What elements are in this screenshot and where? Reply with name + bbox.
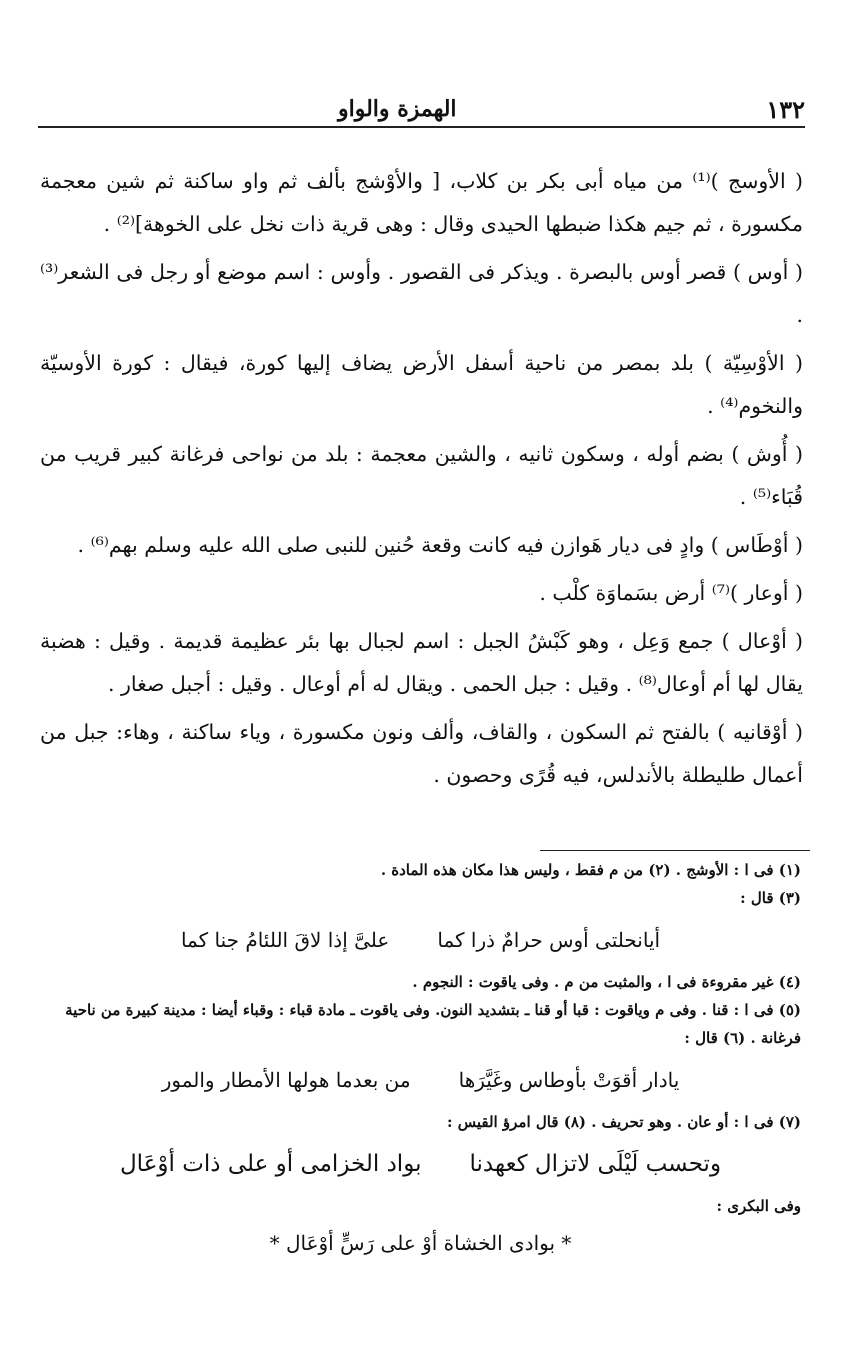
footnotes [40,856,801,1266]
verse-4: * بوادى الخشاة أوْ على رَسٍّ أوْعَال * [269,1231,572,1255]
page-header [38,92,805,128]
bakri-label: وفى البكرى : [716,1197,801,1215]
footnote-1-2: (١) فى ا : الأوشج . (٢) من م فقط ، وليس هذا مكان هذه المادة . [380,861,801,879]
entry-awtas: ( أوْطَاس ) وادٍ فى ديار هَوازن فيه كانت وقعة حُنين للنبى صلى الله عليه وسلم بهم⁽⁶⁾ . [77,533,803,557]
entry-awar: ( أوعار )⁽⁷⁾ أرض بسَماوَة كلْب . [539,581,803,605]
footnote-separator [540,850,810,851]
entry-awsh: ( أُوش ) بضم أوله ، وسكون ثانيه ، والشين معجمة : بلد من نواحى فرغانة كبير قريب من قُبَاء⁽⁵⁾ . [40,442,803,509]
verse-1-first-hemistich: أيانحلتى أوس حرامٌ ذرا كما [437,928,661,952]
footnote-4: (٤) غير مقروءة فى ا ، والمثبت من م . وفى ياقوت : النجوم . [412,973,801,991]
verse-3-first-hemistich: وتحسب لَيْلَى لاتزال كعهدنا [469,1151,722,1177]
running-title: الهمزة والواو [338,96,457,122]
verse-2 [40,1058,801,1102]
verse-3 [40,1142,801,1186]
verse-3-second-hemistich: بواد الخزامى أو على ذات أوْعَال [119,1151,422,1177]
entry-aws: ( أوس ) قصر أوس بالبصرة . ويذكر فى القصور . وأوس : اسم موضع أو رجل فى الشعر⁽³⁾ . [40,260,803,327]
entry-awsiyya: ( الأوْسِيّة ) بلد بمصر من ناحية أسفل الأرض يضاف إليها كورة، فيقال : كورة الأوسيّة والنخوم⁽⁴⁾ . [40,351,803,418]
footnote-5-6: (٥) فى ا : قنا . وفى م وياقوت : قبا أو قنا ـ بتشديد النون. وفى ياقوت ـ مادة قباء : وقباء أيضا : مدينة كبيرة من ناحية فرغانة . (٦) قال : [65,1001,801,1047]
entry-awqaniya: ( أوْقانيه ) بالفتح ثم السكون ، والقاف، وألف ونون مكسورة ، وياء ساكنة ، وهاء: جبل من أعمال طليطلة بالأندلس، فيه قُرًى وحصون . [40,720,803,787]
page-number: ١٣٢ [766,94,805,124]
footnote-7-8: (٧) فى ا : أو عان . وهو تحريف . (٨) قال امرؤ القيس : [446,1113,801,1131]
entry-awsaj: ( الأوسج )⁽¹⁾ من مياه أبى بكر بن كلاب، [ والأوْشج بألف ثم واو ساكنة ثم شين معجمة مكسورة ، ثم جيم هكذا ضبطها الحيدى وقال : وهى قرية ذات نخل على الخوهة]⁽²⁾ . [40,169,803,236]
verse-2-first-hemistich: يادار أقوَتْ بأوطاس وغَيَّرَها [458,1068,680,1092]
footnote-3: (٣) قال : [740,889,801,907]
verse-1 [40,918,801,962]
main-text [40,160,803,802]
verse-2-second-hemistich: من بعدما هولها الأمطار والمور [161,1068,411,1092]
entry-awal: ( أوْعال ) جمع وَعِل ، وهو كَبْشُ الجبل : اسم لجبال بها بئر عظيمة قديمة . وقيل : هضبة يقال لها أم أوعال⁽⁸⁾ . وقيل : جبل الحمى . ويقال له أم أوعال . وقيل : أجبل صغار . [40,629,803,696]
verse-1-second-hemistich: علىَّ إذا لاقَ اللئامُ جنا كما [180,928,390,952]
